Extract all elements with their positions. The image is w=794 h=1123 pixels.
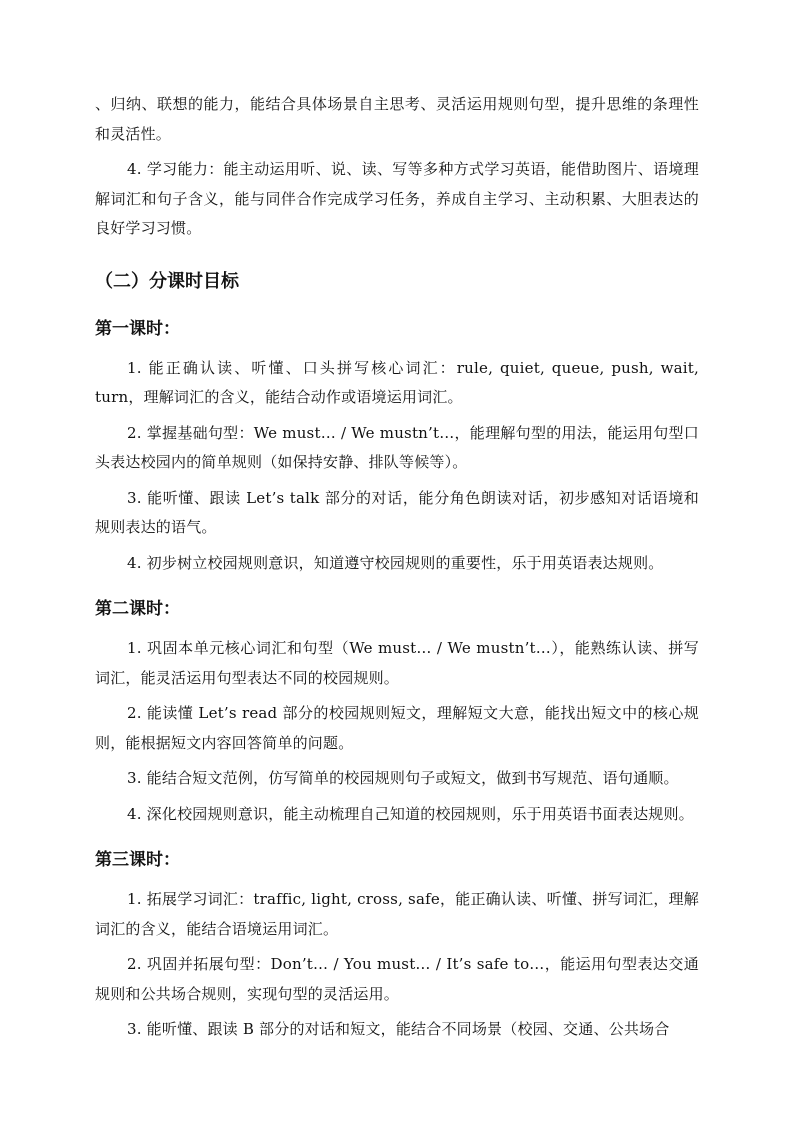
lesson-2-item: 3. 能结合短文范例，仿写简单的校园规则句子或短文，做到书写规范、语句通顺。 <box>127 769 679 787</box>
lesson-3-item: 2. 巩固并拓展句型：Don’t… / You must… / It’s safe to…，能运用句型表达交通规则和公共场合规则，实现句型的灵活运用。 <box>95 955 699 1003</box>
lesson-1-item: 4. 初步树立校园规则意识，知道遵守校园规则的重要性，乐于用英语表达规则。 <box>127 553 664 572</box>
lesson-1-item: 1. 能正确认读、听懂、口头拼写核心词汇：rule, quiet, queue, push, wait, turn，理解词汇的含义，能结合动作或语境运用词汇。 <box>95 358 699 406</box>
lesson-2-title: 第二课时： <box>95 599 180 619</box>
lesson-1-item: 3. 能听懂、跟读 Let’s talk 部分的对话，能分角色朗读对话，初步感知对话语境和规则表达的语气。 <box>95 488 699 536</box>
section-title: （二）分课时目标 <box>95 270 239 292</box>
lesson-1-item: 2. 掌握基础句型：We must… / We mustn’t…，能理解句型的用法，能运用句型口头表达校园内的简单规则（如保持安静、排队等候等）。 <box>95 423 699 471</box>
document-body <box>95 90 699 1051</box>
lesson-2-item: 1. 巩固本单元核心词汇和句型（We must… / We mustn’t…），能熟练认读、拼写词汇，能灵活运用句型表达不同的校园规则。 <box>95 639 699 687</box>
lesson-2-item: 4. 深化校园规则意识，能主动梳理自己知道的校园规则，乐于用英语书面表达规则。 <box>127 804 694 823</box>
intro-paragraph-learning-ability: 4. 学习能力：能主动运用听、说、读、写等多种方式学习英语，能借助图片、语境理解词汇和句子含义，能与同伴合作完成学习任务，养成自主学习、主动积累、大胆表达的良好学习习惯。 <box>95 160 699 237</box>
lesson-3-item: 1. 拓展学习词汇：traffic, light, cross, safe，能正确认读、听懂、拼写词汇，理解词汇的含义，能结合语境运用词汇。 <box>95 890 699 938</box>
lesson-2-item: 2. 能读懂 Let’s read 部分的校园规则短文，理解短文大意，能找出短文中的核心规则，能根据短文内容回答简单的问题。 <box>95 704 699 752</box>
lesson-1-title: 第一课时： <box>95 318 180 339</box>
lesson-3-title: 第三课时： <box>95 850 180 870</box>
lesson-3-item: 3. 能听懂、跟读 B 部分的对话和短文，能结合不同场景（校园、交通、公共场合 <box>127 1020 670 1038</box>
intro-paragraph-continued: 、归纳、联想的能力，能结合具体场景自主思考、灵活运用规则句型，提升思维的条理性和灵活性。 <box>95 95 699 143</box>
